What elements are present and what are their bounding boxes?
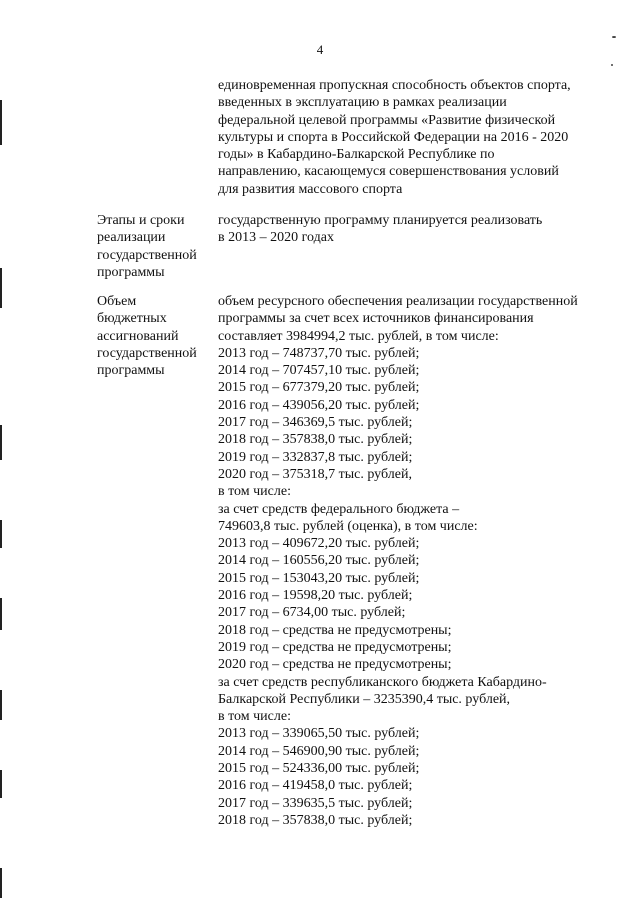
value-line: 2016 год – 419458,0 тыс. рублей; xyxy=(218,778,413,794)
value-line: 2013 год – 409672,20 тыс. рублей; xyxy=(218,536,420,552)
scan-edge-mark xyxy=(0,690,2,720)
value-line: 2014 год – 707457,10 тыс. рублей; xyxy=(218,363,420,379)
value-line: 2017 год – 346369,5 тыс. рублей; xyxy=(218,415,413,431)
value-line: в том числе: xyxy=(218,709,291,725)
scan-speck xyxy=(611,64,613,66)
value-line: 2014 год – 546900,90 тыс. рублей; xyxy=(218,743,420,759)
value-line: 2017 год – 6734,00 тыс. рублей; xyxy=(218,605,406,621)
label-line: ассигнований xyxy=(97,328,179,344)
page-number: 4 xyxy=(316,42,324,57)
scan-edge-mark xyxy=(0,868,2,898)
value-line: 2015 год – 677379,20 тыс. рублей; xyxy=(218,380,420,396)
intro-line: направлению, касающемуся совершенствования условий xyxy=(218,164,559,180)
value-line: 2015 год – 153043,20 тыс. рублей; xyxy=(218,570,420,586)
value-line: 2018 год – 357838,0 тыс. рублей; xyxy=(218,432,413,448)
scan-edge-mark xyxy=(0,520,2,548)
intro-line: для развития массового спорта xyxy=(218,181,403,197)
value-line: 2020 год – 375318,7 тыс. рублей, xyxy=(218,466,412,482)
value-line: 2020 год – средства не предусмотрены; xyxy=(218,657,452,673)
scan-edge-mark xyxy=(0,100,2,145)
scan-edge-mark xyxy=(0,770,2,798)
label-line: бюджетных xyxy=(97,311,167,327)
value-line: 2016 год – 19598,20 тыс. рублей; xyxy=(218,588,413,604)
label-line: государственной xyxy=(97,345,197,361)
value-line: 2014 год – 160556,20 тыс. рублей; xyxy=(218,553,420,569)
intro-line: единовременная пропускная способность объектов спорта, xyxy=(218,78,571,93)
value-line: 2013 год – 748737,70 тыс. рублей; xyxy=(218,345,420,361)
value-line: 749603,8 тыс. рублей (оценка), в том числе: xyxy=(218,518,478,534)
value-line: 2018 год – 357838,0 тыс. рублей; xyxy=(218,812,413,828)
value-line: составляет 3984994,2 тыс. рублей, в том числе: xyxy=(218,328,499,344)
value-line: 2019 год – 332837,8 тыс. рублей; xyxy=(218,449,413,465)
value-line: в 2013 – 2020 годах xyxy=(218,230,334,246)
stages-label xyxy=(97,212,212,281)
scan-edge-mark xyxy=(0,268,2,308)
intro-line: федеральной целевой программы «Развитие физической xyxy=(218,112,556,128)
label-line: программы xyxy=(97,363,165,379)
budget-value xyxy=(218,293,618,829)
value-line: Балкарской Республики – 3235390,4 тыс. рублей, xyxy=(218,691,511,707)
value-line: программы за счет всех источников финансирования xyxy=(218,311,534,327)
budget-label xyxy=(97,293,212,379)
label-line: программы xyxy=(97,264,165,280)
value-line: за счет средств республиканского бюджета Кабардино- xyxy=(218,674,547,690)
scan-edge-mark xyxy=(0,425,2,460)
value-line: в том числе: xyxy=(218,484,291,500)
label-line: Объем xyxy=(97,294,137,309)
intro-line: культуры и спорта в Российской Федерации на 2016 - 2020 xyxy=(218,129,569,145)
intro-paragraph xyxy=(218,77,618,198)
value-line: 2019 год – средства не предусмотрены; xyxy=(218,639,452,655)
label-line: Этапы и сроки xyxy=(97,213,185,228)
label-line: государственной xyxy=(97,247,197,263)
intro-line: введенных в эксплуатацию в рамках реализации xyxy=(218,95,507,111)
stages-value xyxy=(218,212,618,247)
scan-edge-mark xyxy=(0,598,2,630)
value-line: за счет средств федерального бюджета – xyxy=(218,501,460,517)
value-line: 2017 год – 339635,5 тыс. рублей; xyxy=(218,795,413,811)
value-line: объем ресурсного обеспечения реализации государственной xyxy=(218,294,578,309)
value-line: 2018 год – средства не предусмотрены; xyxy=(218,622,452,638)
scan-speck xyxy=(612,36,616,38)
intro-line: годы» в Кабардино-Балкарской Республике по xyxy=(218,147,495,163)
value-line: 2013 год – 339065,50 тыс. рублей; xyxy=(218,726,420,742)
value-line: государственную программу планируется реализовать xyxy=(218,213,543,228)
label-line: реализации xyxy=(97,230,166,246)
value-line: 2016 год – 439056,20 тыс. рублей; xyxy=(218,397,420,413)
value-line: 2015 год – 524336,00 тыс. рублей; xyxy=(218,761,420,777)
